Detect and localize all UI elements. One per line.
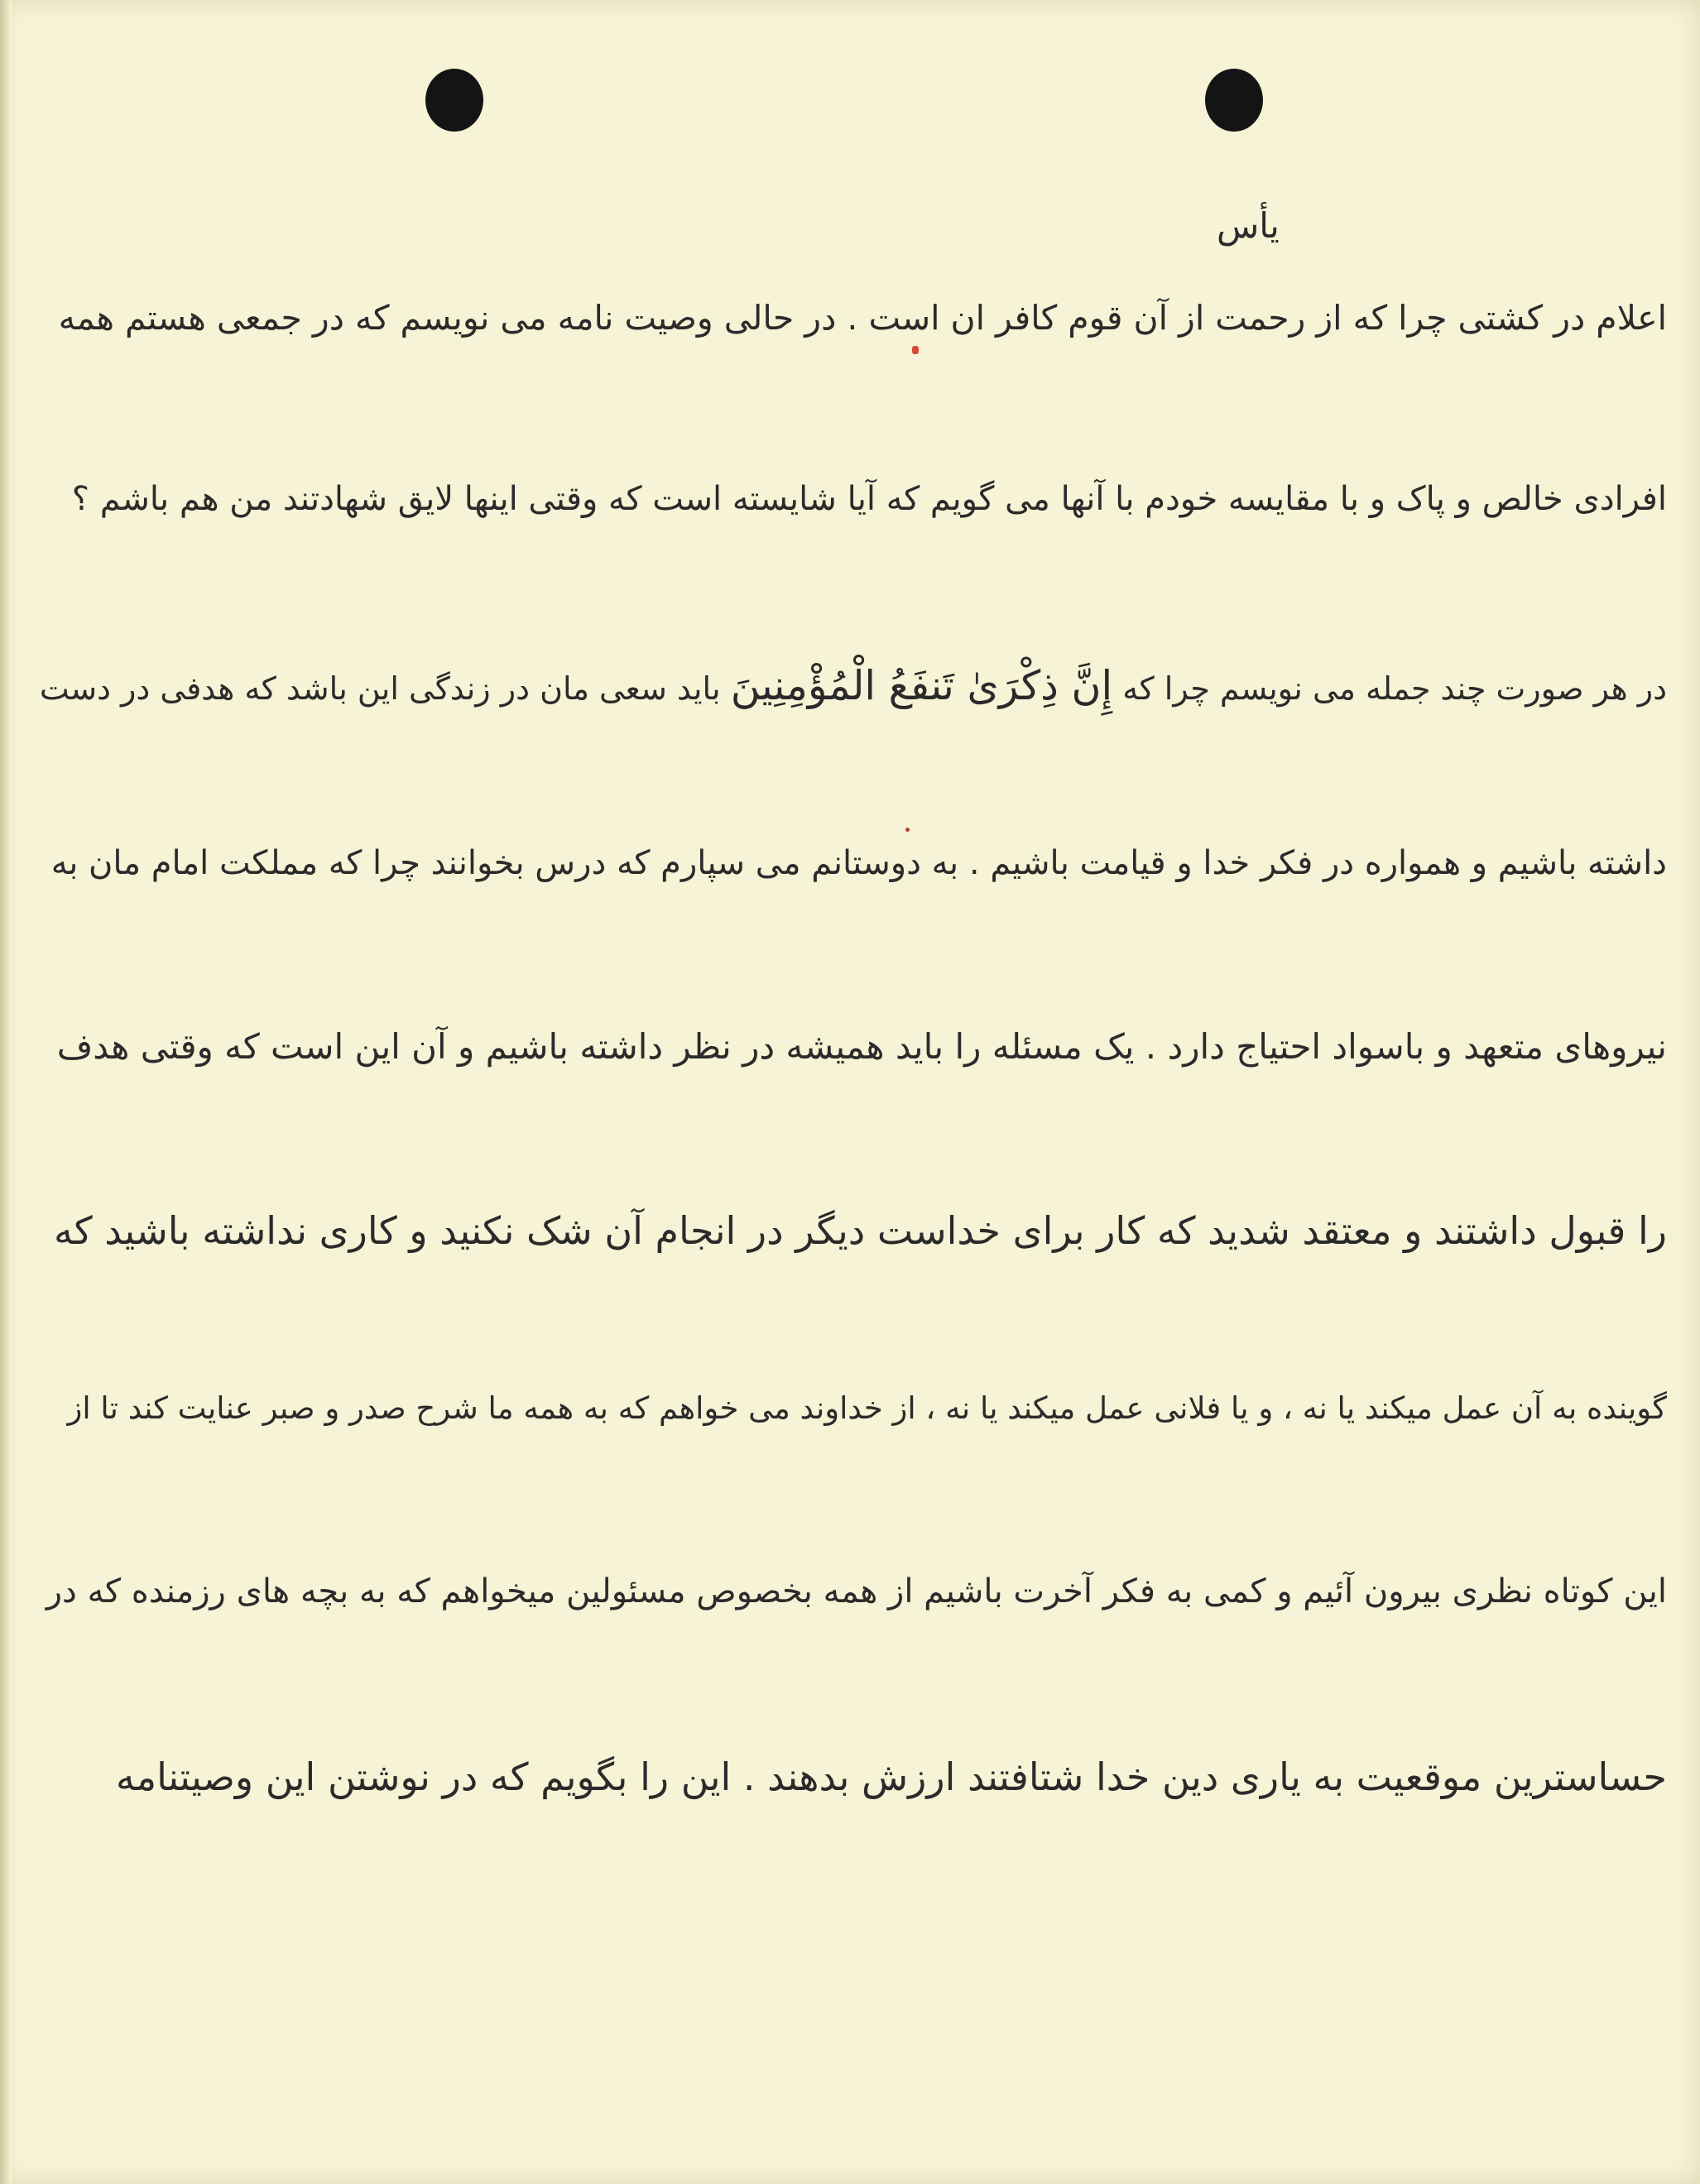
line-3-start: در هر صورت چند جمله می نویسم چرا که <box>1122 670 1667 707</box>
handwritten-line-1: اعلام در کشتی چرا که از رحمت از آن قوم کافر ان است . در حالی وصیت نامه می نویسم که در جمعی هستم همه <box>58 298 1667 338</box>
handwritten-line-5: نیروهای متعهد و باسواد احتیاج دارد . یک مسئله را باید همیشه در نظر داشته باشیم و آن این است که وقتی هدف <box>56 1026 1667 1067</box>
handwritten-line-8: این کوتاه نظری بیرون آئیم و کمی به فکر آخرت باشیم از همه بخصوص مسئولین میخواهم که به بچه های رزمنده که در <box>46 1572 1667 1610</box>
paper-edge <box>0 0 12 2184</box>
handwritten-line-9: حساسترین موقعیت به یاری دین خدا شتافتند ارزش بدهند . این را بگویم که در نوشتن این وصیتنامه <box>115 1754 1667 1799</box>
margin-annotation: یأس <box>1217 205 1280 246</box>
punch-hole-left <box>425 69 483 132</box>
red-ink-dot <box>905 828 910 832</box>
line-3-end: باید سعی مان در زندگی این باشد که هدفی در دست <box>39 670 721 707</box>
red-ink-mark <box>912 346 919 354</box>
quran-verse: إِنَّ ذِكْرَىٰ تَنفَعُ الْمُؤْمِنِينَ <box>730 662 1113 709</box>
handwritten-line-2: افرادی خالص و پاک و با مقایسه خودم با آنها می گویم که آیا شایسته است که وقتی اینها لایق شهادتند من هم باشم ؟ <box>71 480 1667 518</box>
handwritten-line-6: را قبول داشتند و معتقد شدید که کار برای خداست دیگر در انجام آن شک نکنید و کاری نداشته باشید که <box>54 1208 1667 1253</box>
handwritten-line-3 <box>40 662 1667 709</box>
handwritten-line-4: داشته باشیم و همواره در فکر خدا و قیامت باشیم . به دوستانم می سپارم که درس بخوانند چرا که مملکت امام مان به <box>50 844 1667 882</box>
handwritten-line-7: گوینده به آن عمل میکند یا نه ، و یا فلانی عمل میکند یا نه ، از خداوند می خواهم که به همه ما شرح صدر و صبر عنایت کند تا از <box>67 1390 1667 1426</box>
punch-hole-right <box>1205 69 1263 132</box>
